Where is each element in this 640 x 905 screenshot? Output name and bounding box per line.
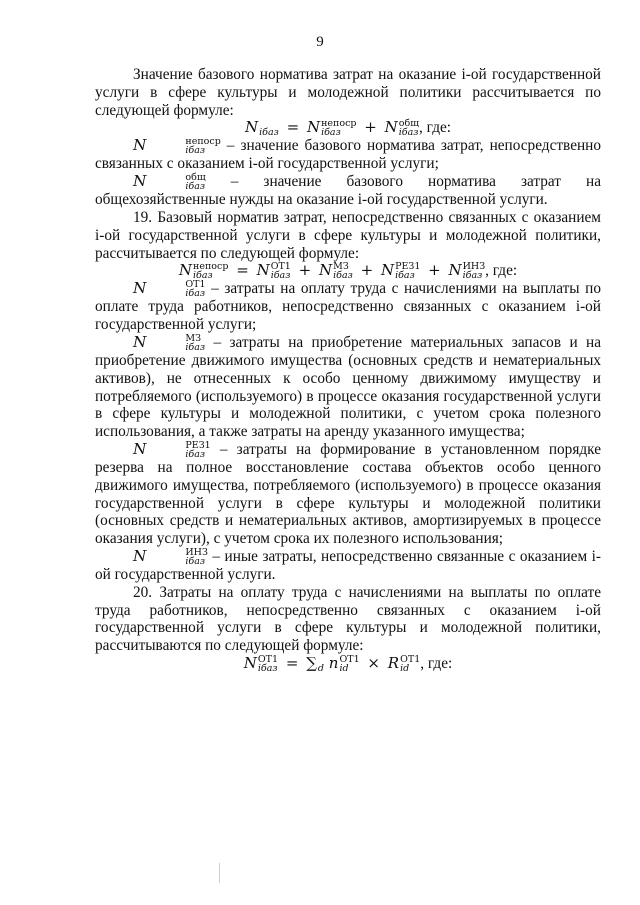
symbol-ot1: N ОТ1 iбаз: [133, 279, 206, 300]
formula-direct-costs: N непоср iбаз = N ОТ1 iбаз + N МЗ iбаз + N РЕЗ1 iбаз + N ИНЗ iбаз , где:: [178, 261, 518, 282]
symbol-nobsh: N общ iбаз: [133, 172, 206, 193]
definition-nobsh: N общ iбаз – значение базового норматива затрат на общехозяйственные нужды на оказание i-ой государственной услуги.: [95, 172, 601, 209]
paragraph-20: 20. Затраты на оплату труда с начислениями на выплаты по оплате труда работников, непосредственно связанных с оказанием i-ой государственной услуги в сфере культуры и молодежной политики, рассчитываются по следующей формуле:: [95, 583, 601, 655]
definition-rez1: N РЕЗ1 iбаз – затраты на формирование в установленном порядке резерва на полное восстановление состава объектов особо ценного движимого имущества, потребляемого (используемого) в процессе оказания государственной услуги в сфере культуры и молодежной политики (основных средств и нематериальных активов, амортизируемых в процессе оказания услуги), с учетом срока их полезного использования;: [95, 439, 601, 548]
symbol-mz: N МЗ iбаз: [133, 332, 206, 353]
symbol-rez1: N РЕЗ1 iбаз: [133, 439, 211, 460]
term-obsh: N общ iбаз: [384, 118, 420, 139]
symbol-inz: N ИНЗ iбаз: [133, 546, 208, 567]
paragraph-intro: Значение базового норматива затрат на оказание i-ой государственной услуги в сфере культуры и молодежной политики рассчитывается по следующей формуле:: [95, 66, 601, 119]
page-number: 9: [316, 34, 324, 50]
formula-labor-costs: N ОТ1 iбаз = ∑ d n ОТ1 id × R ОТ1 id , где:: [243, 653, 453, 674]
definition-nneposr: N непоср iбаз – значение базового норматива затрат, непосредственно связанных с оказанием i-ой государственной услуги;: [95, 136, 601, 173]
symbol-nneposr: N непоср iбаз: [133, 136, 221, 157]
scan-artifact: [219, 863, 220, 883]
formula-base-norm: N iбаз = N непоср iбаз + N общ iбаз , где:: [244, 118, 452, 139]
definition-mz: N МЗ iбаз – затраты на приобретение материальных запасов и на приобретение движимого имущества (основных средств и нематериальных активов), не отнесенных к особо ценному движимому имуществу и потребляемого (используемого) в процессе оказания государственной услуги в сфере культуры и молодежной политики, с учетом срока полезного использования, а также затраты на аренду указанного имущества;: [95, 332, 601, 441]
formula-lhs: N iбаз: [244, 118, 279, 139]
document-body: [95, 66, 601, 673]
paragraph-19: 19. Базовый норматив затрат, непосредственно связанных с оказанием i-ой государственной услуги в сфере культуры и молодежной политики, рассчитывается по следующей формуле:: [95, 208, 601, 262]
definition-inz: N ИНЗ iбаз – иные затраты, непосредственно связанные с оказанием i-ой государственной услуги.: [95, 546, 601, 583]
term-neposr: N непоср iбаз: [306, 118, 357, 139]
definition-ot1: N ОТ1 iбаз – затраты на оплату труда с начислениями на выплаты по оплате труда работников, непосредственно связанных с оказанием i-ой государственной услуги;: [95, 279, 601, 334]
